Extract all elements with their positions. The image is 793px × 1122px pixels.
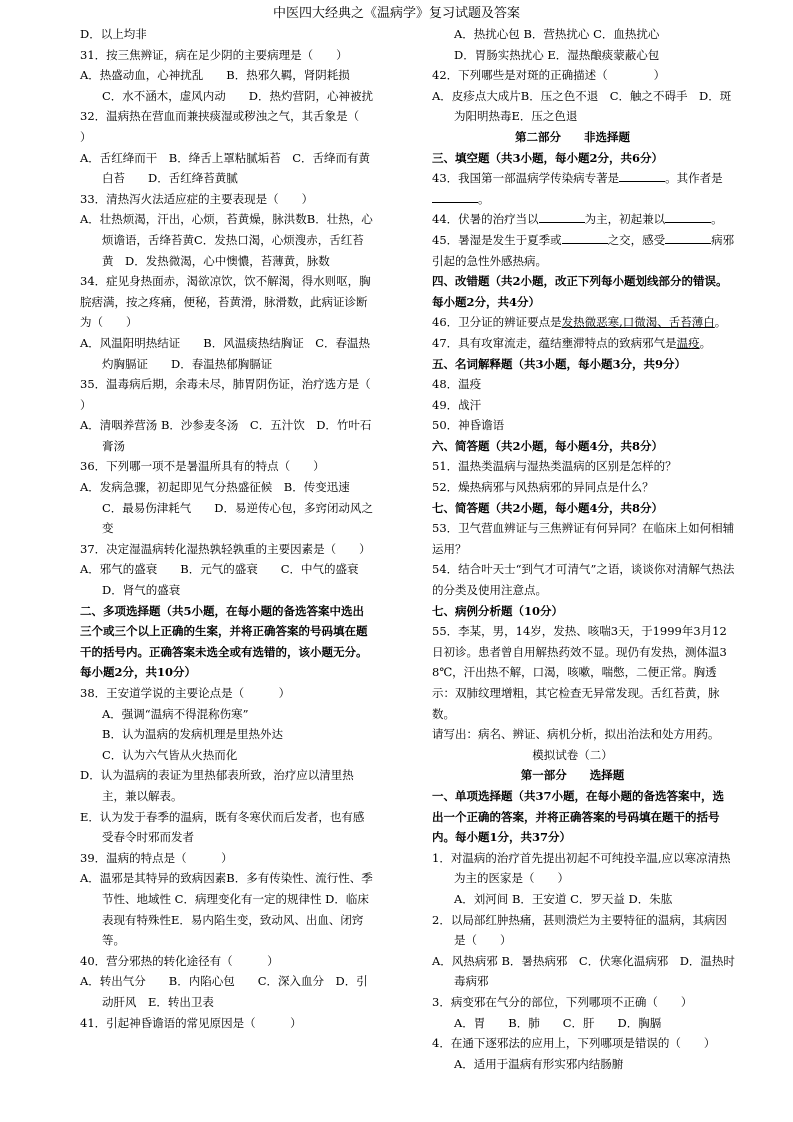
question-line: A．胃 B．肺 C．肝 D．胸膈 [454, 1015, 662, 1030]
answer-blank[interactable] [665, 210, 711, 223]
question-line: A．皮疹点大成片B．压之色不退 C．触之不碍手 D．斑为阳明热毒E．压之色退 [432, 88, 732, 124]
question-line: B．认为温病的发病机理是里热外达 [102, 727, 283, 742]
question-line: 49．战汗 [432, 397, 482, 412]
question-line: 36．下列哪一项不是暑温所具有的特点（ ） [80, 459, 325, 474]
question-line: A．风温阳明热结证 B．风温痰热结胸证 C．春温热灼胸膈证 D．春温热郁胸膈证 [80, 335, 371, 371]
question-line: A．适用于温病有形实邪内结肠腑 [454, 1056, 624, 1071]
underlined-error-text: 温疫 [676, 335, 700, 350]
question-line: 41．引起神昏谵语的常见原因是（ ） [80, 1015, 302, 1030]
question-line: A．舌红绛而干 B．绛舌上罩粘腻垢苔 C．舌绛而有黄白苔 D．舌红绛苔黄腻 [80, 150, 371, 186]
question-line: 48．温疫 [432, 377, 482, 392]
question-line: 33．清热泻火法适应症的主要表现是（ ） [80, 191, 314, 206]
question-line: 40．营分邪热的转化途径有（ ） [80, 953, 279, 968]
section-heading: 第二部分 非选择题 [515, 129, 630, 144]
question-line: 31．按三焦辨证，病在足少阴的主要病理是（ ） [80, 47, 348, 62]
question-line: 55．李某，男，14岁，发热、咳喘3天，于1999年3月12日初诊。患者曾自用解热药效不显。现仍有发热，测体温38℃，汗出热不解，口渴，咳嗽，喘憋，二便正常。胸透示：双肺纹理增粗，其它检查无异常发现。舌红苔黄，脉数。 [432, 624, 727, 721]
page-title: 中医四大经典之《温病学》复习试题及答案 [272, 6, 520, 21]
answer-blank[interactable] [562, 231, 608, 244]
question-line: 1．对温病的治疗首先提出初起不可纯投辛温,应以寒凉清热为主的医家是（ ） [432, 850, 731, 886]
section-heading: 七、病例分析题（10分） [432, 603, 564, 618]
right-column [410, 24, 735, 1074]
question-line: A．强调“温病不得混称伤寒” [102, 706, 249, 721]
question-line: 3．病变邪在气分的部位，下列哪项不正确（ ） [432, 994, 693, 1009]
question-line: 46．卫分证的辨证要点是发热微恶寒,口微渴、舌苔薄白。 [432, 315, 727, 330]
answer-blank[interactable] [619, 169, 665, 182]
question-line: A．转出气分 B．内陷心包 C．深入血分 D．引动肝风 E．转出卫表 [80, 974, 368, 1009]
question-line: 47．具有攻窜流走，蕴结壅滞特点的致病邪气是温疫。 [432, 335, 712, 350]
question-line: A．清咽养营汤 B．沙参麦冬汤 C．五汁饮 D．竹叶石膏汤 [80, 418, 372, 453]
question-line: A．邪气的盛衰 B．元气的盛衰 C．中气的盛衰 D．肾气的盛衰 [80, 562, 382, 598]
answer-blank[interactable] [432, 190, 478, 203]
question-line: 45．暑湿是发生于夏季或 之交，感受 病邪引起的急性外感热病。 [432, 232, 735, 268]
question-line: D．以上均非 [80, 27, 147, 41]
question-line: A．热扰心包 B．营热扰心 C．血热扰心 [454, 27, 660, 41]
section-heading: 三、填空题（共3小题，每小题2分，共6分） [432, 150, 664, 165]
question-line: 52．燥热病邪与风热病邪的异同点是什么？ [432, 480, 654, 495]
question-line: 模拟试卷（二） [532, 747, 613, 762]
answer-blank[interactable] [539, 210, 585, 223]
question-line: 37．决定湿温病转化湿热孰轻孰重的主要因素是（ ） [80, 541, 371, 556]
question-line: E．认为发于春季的温病，既有冬寒伏而后发者，也有感受春令时邪而发者 [80, 809, 365, 845]
question-line: 54．结合叶天士“到气才可清气”之语，谈谈你对清解气热法的分类及使用注意点。 [432, 562, 735, 598]
question-line: A．发病急骤，初起即见气分热盛征候 B．传变迅速 C．最易伤津耗气 D．易逆传心包，多窍闭动风之变 [80, 480, 374, 536]
question-line: 39．温病的特点是（ ） [80, 850, 233, 865]
left-column [58, 24, 394, 1033]
question-line: A．壮热烦渴，汗出，心烦，苔黄燥，脉洪数B．壮热，心烦谵语，舌绛苔黄C．发热口渴，心烦溲赤，舌红苔黄 D．发热微渴，心中懊憹，苔薄黄，脉数 [80, 212, 373, 268]
question-line: 4．在通下逐邪法的应用上，下列哪项是错误的（ ） [432, 1036, 716, 1051]
answer-blank[interactable] [665, 231, 711, 244]
question-line: A．热盛动血，心神扰乱 B．热邪久羁，肾阴耗损 C．水不涵木，虚风内动 D．热灼营阴，心神被扰 [80, 68, 374, 103]
question-line: 2．以局部红肿热痛，甚则溃烂为主要特征的温病，其病因是（ ） [432, 912, 727, 948]
section-heading: 二、多项选择题（共5小题，在每小题的备选答案中选出三个或三个以上正确的生案，并将正确答案的号码填在题干的括号内。正确答案未选全或有选错的，该小题无分。每小题2分，共10分） [80, 603, 368, 680]
question-line: 38．王安道学说的主要论点是（ ） [80, 686, 291, 700]
underlined-error-text: 发热微恶寒,口微渴、舌苔薄白 [561, 315, 715, 330]
question-line: C．认为六气皆从火热而化 [102, 747, 238, 762]
question-line: 32．温病热在营血而兼挟痰湿或秽浊之气，其舌象是（ ） [80, 109, 383, 144]
question-line: A．风热病邪 B．暑热病邪 C．伏寒化温病邪 D．温热时毒病邪 [432, 953, 735, 989]
section-heading: 一、单项选择题（共37小题，在每小题的备选答案中，选出一个正确的答案，并将正确答案的号码填在题干的括号内。每小题1分，共37分） [432, 788, 725, 845]
question-line: 34．症见身热面赤，渴欲凉饮，饮不解渴，得水则呕，胸脘痞满，按之疼痛，便秘，苔黄滑，脉滑数，此病证诊断为（ ） [80, 274, 371, 330]
section-heading: 第一部分 选择题 [520, 768, 625, 783]
section-heading: 五、名词解释题（共3小题，每小题3分，共9分） [432, 356, 687, 371]
question-line: 35．温毒病后期，余毒未尽，肺胃阴伤证，治疗选方是（ ） [80, 377, 394, 412]
question-line: 53．卫气营血辨证与三焦辨证有何异同？在临床上如何相辅运用？ [432, 521, 735, 556]
question-line: A．刘河间 B．王安道 C．罗天益 D．朱肱 [454, 891, 673, 906]
section-heading: 四、改错题（共2小题，改正下列每小题划线部分的错误。每小题2分，共4分） [432, 274, 728, 309]
question-line: 44．伏暑的治疗当以 为主，初起兼以 。 [432, 212, 723, 227]
question-line: D．认为温病的表证为里热郁表所致，治疗应以清里热主，兼以解表。 [80, 768, 354, 803]
question-line: 43．我国第一部温病学传染病专著是 。其作者是。 [432, 171, 723, 206]
section-heading: 七、简答题（共2小题，每小题4分，共8分） [432, 500, 664, 515]
question-line: D．胃肠实热扰心 E．湿热酿痰蒙蔽心包 [454, 47, 660, 62]
section-heading: 六、简答题（共2小题，每小题4分，共8分） [432, 438, 664, 453]
question-line: 50．神昏谵语 [432, 418, 505, 433]
question-line: 42．下列哪些是对斑的正确描述（ ） [432, 68, 666, 83]
question-line: 51．温热类温病与湿热类温病的区别是怎样的？ [432, 459, 677, 474]
question-line: 请写出：病名、辨证、病机分析，拟出治法和处方用药。 [432, 727, 720, 742]
question-line: A．温邪是其特异的致病因素B．多有传染性、流行性、季节性、地域性 C．病理变化有一定的规律性 D．临床表现有特殊性E．易内陷生变，致动风、出血、闭窍等。 [80, 871, 373, 948]
